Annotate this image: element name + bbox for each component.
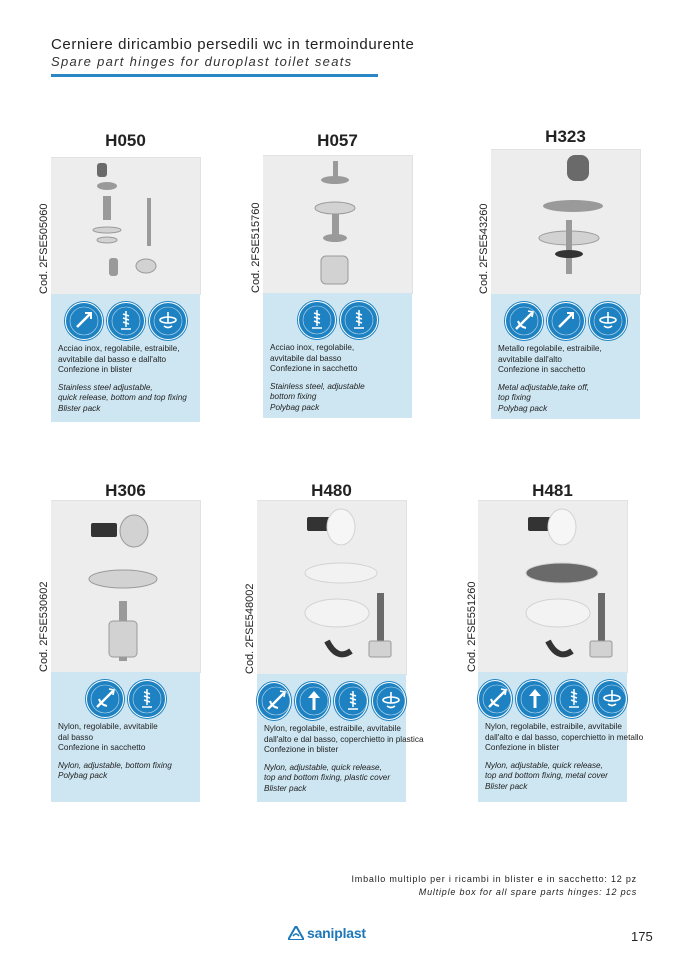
product-info-panel: [51, 294, 200, 422]
description-line: dall'alto e dal basso, coperchietto in plastica: [264, 734, 424, 744]
product-info-panel: [491, 294, 640, 419]
description-it: [264, 724, 424, 756]
description-en: [58, 383, 196, 415]
description-it: [485, 722, 644, 754]
product-description: [58, 722, 196, 782]
bottom-fixing-icon: [298, 301, 336, 339]
description-line: Confezione in sacchetto: [270, 364, 358, 374]
description-line: Acciao inox, regolabile,: [270, 343, 355, 352]
header-underline: [51, 74, 378, 77]
packaging-note: [351, 873, 637, 899]
quick-release-icon: [295, 682, 329, 720]
description-line: quick release, bottom and top fixing: [58, 393, 187, 403]
slow-close-icon: [86, 680, 124, 718]
description-line: Metallo regolabile, estraibile,: [498, 344, 602, 353]
top-fixing-icon: [593, 680, 627, 718]
description-line: Confezione in blister: [264, 745, 339, 755]
product-description: [264, 724, 424, 795]
description-line: Confezione in blister: [58, 365, 133, 375]
slow-close-icon: [505, 302, 543, 340]
product-info-panel: [51, 672, 200, 802]
description-line: Nylon, adjustable, bottom fixing: [58, 760, 172, 770]
bottom-fixing-icon: [334, 682, 368, 720]
description-line: dal basso: [58, 732, 94, 742]
product-code: Cod. 2FSE543260: [478, 203, 490, 294]
description-line: Nylon, regolabile, estraibile, avvitabile: [264, 724, 401, 733]
feature-icons: [257, 682, 406, 720]
top-fixing-icon: [149, 302, 187, 340]
packaging-note-it: Imballo multiplo per i ricambi in blister e in sacchetto: 12 pz: [351, 874, 637, 884]
top-fixing-icon: [372, 682, 406, 720]
description-en: [498, 383, 636, 415]
feature-icons: [263, 301, 412, 339]
packaging-note-en: Multiple box for all spare parts hinges: 12 pcs: [418, 887, 637, 897]
product-code: Cod. 2FSE551260: [466, 581, 478, 672]
feature-icons: [51, 680, 200, 718]
saniplast-logo-icon: [288, 926, 304, 940]
product-info-panel: [263, 293, 412, 418]
product-model: H481: [532, 481, 573, 500]
description-line: bottom fixing: [270, 392, 317, 402]
description-line: top and bottom fixing, plastic cover: [264, 773, 391, 783]
product-image: [263, 155, 413, 294]
description-line: Nylon, regolabile, avvitabile: [58, 722, 158, 731]
bottom-fixing-icon: [107, 302, 145, 340]
brand-logo: [288, 925, 366, 941]
description-it: [58, 722, 196, 754]
description-line: Polybag pack: [498, 403, 548, 413]
description-line: dall'alto e dal basso, coperchietto in metallo: [485, 732, 644, 742]
product-model: H057: [317, 131, 358, 150]
description-it: [270, 343, 408, 375]
top-fixing-icon: [589, 302, 627, 340]
product-code: Cod. 2FSE505060: [38, 203, 50, 294]
product-code: Cod. 2FSE530602: [38, 581, 50, 672]
product-image: [51, 157, 201, 295]
feature-icons: [491, 302, 640, 340]
description-en: [485, 761, 623, 793]
page-subtitle: Spare part hinges for duroplast toilet seats: [51, 54, 353, 69]
product-model: H323: [545, 127, 586, 146]
description-en: [264, 763, 402, 795]
product-image: [257, 500, 407, 675]
description-line: top and bottom fixing, metal cover: [485, 771, 608, 781]
description-line: Confezione in blister: [485, 743, 560, 753]
product-info-panel: [257, 674, 424, 802]
description-line: Confezione in sacchetto: [58, 743, 146, 753]
product-model: H306: [105, 481, 146, 500]
page-header: [51, 36, 414, 69]
feature-icons: [51, 302, 200, 340]
quick-release-icon: [516, 680, 550, 718]
page-title: Cerniere diricambio persedili wc in termoindurente: [51, 36, 415, 53]
feature-icons: [478, 680, 627, 718]
product-code: Cod. 2FSE515760: [250, 202, 262, 293]
slow-close-icon: [478, 680, 512, 718]
description-line: Metal adjustable,take off,: [498, 382, 590, 392]
description-en: [270, 382, 408, 414]
description-it: [498, 344, 636, 376]
description-line: Polybag pack: [58, 771, 108, 781]
product-description: [270, 343, 408, 414]
product-image: [51, 500, 201, 673]
bottom-fixing-icon: [128, 680, 166, 718]
description-line: Nylon, regolabile, estraibile, avvitabile: [485, 722, 622, 731]
description-line: avvitabile dal basso e dall'alto: [58, 354, 167, 364]
estraibile-take-off-icon: [65, 302, 103, 340]
brand-name: saniplast: [307, 925, 366, 941]
description-line: Blister pack: [485, 781, 528, 791]
description-it: [58, 344, 196, 376]
product-model: H050: [105, 131, 146, 150]
description-line: Stainless steel, adjustable: [270, 381, 365, 391]
description-line: avvitabile dall'alto: [498, 354, 562, 364]
description-en: [58, 761, 196, 782]
product-image: [478, 500, 628, 673]
product-description: [485, 722, 644, 793]
description-line: Blister pack: [264, 783, 307, 793]
description-line: Confezione in sacchetto: [498, 365, 586, 375]
product-image: [491, 149, 641, 295]
description-line: Polybag pack: [270, 402, 320, 412]
description-line: top fixing: [498, 393, 531, 403]
description-line: avvitabile dal basso: [270, 353, 342, 363]
slow-close-icon: [257, 682, 291, 720]
estraibile-take-off-icon: [547, 302, 585, 340]
bottom-fixing-icon: [340, 301, 378, 339]
description-line: Blister pack: [58, 403, 101, 413]
bottom-fixing-icon: [555, 680, 589, 718]
product-description: [498, 344, 636, 415]
product-description: [58, 344, 196, 415]
product-model: H480: [311, 481, 352, 500]
product-info-panel: [478, 672, 644, 802]
description-line: Stainless steel adjustable,: [58, 382, 153, 392]
description-line: Nylon, adjustable, quick release,: [264, 762, 382, 772]
description-line: Acciao inox, regolabile, estraibile,: [58, 344, 180, 353]
description-line: Nylon, adjustable, quick release,: [485, 760, 603, 770]
page-number: 175: [631, 929, 653, 944]
product-code: Cod. 2FSE548002: [244, 583, 256, 674]
